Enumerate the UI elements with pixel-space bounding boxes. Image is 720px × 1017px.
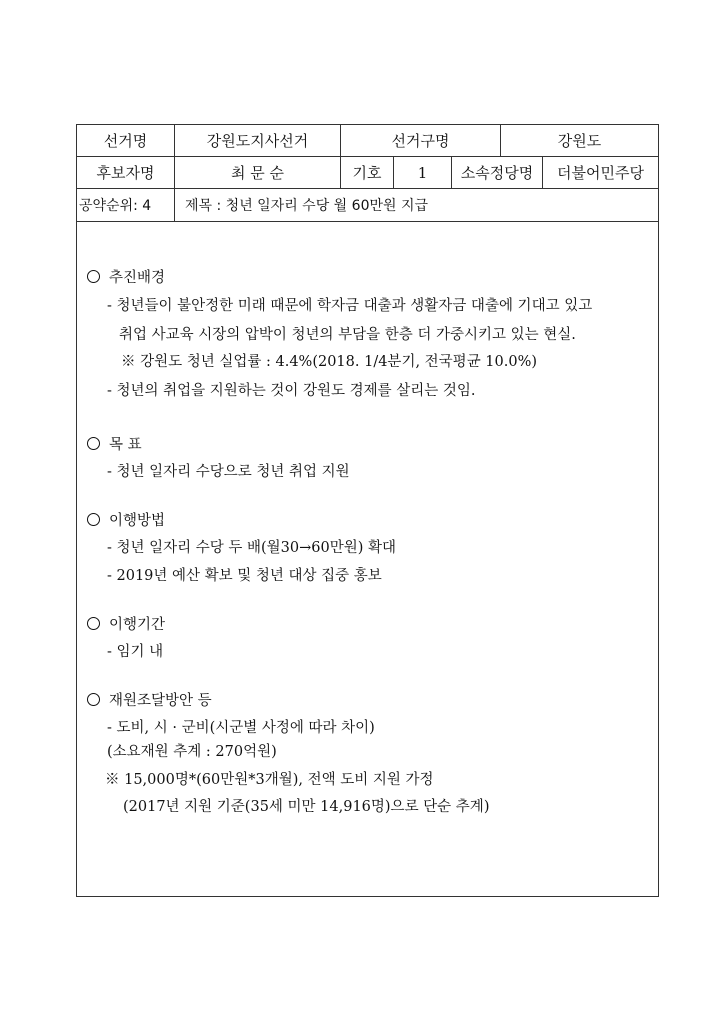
funding-line-4: (2017년 지원 기준(35세 미만 14,916명)으로 단순 추계): [123, 799, 490, 815]
party-value: 더불어민주당: [557, 164, 644, 182]
funding-line-2: (소요재원 추계 : 270억원): [107, 744, 277, 760]
circle-bullet-icon: [87, 693, 100, 706]
method-line-2: - 2019년 예산 확보 및 청년 대상 집중 홍보: [107, 568, 382, 584]
section-funding-heading: 재원조달방안 등: [87, 692, 212, 710]
number-label: 기호: [341, 157, 394, 188]
party-label: 소속정당명: [452, 157, 543, 188]
section-background-heading: 추진배경: [87, 269, 165, 287]
funding-line-1: - 도비, 시 · 군비(시군별 사정에 따라 차이): [107, 720, 375, 736]
funding-note: ※ 15,000명*(60만원*3개월), 전액 도비 지원 가정: [105, 772, 434, 788]
pledge-title: 제목 : 청년 일자리 수당 월 60만원 지급: [185, 198, 429, 214]
election-name-value: 강원도지사선거: [175, 125, 341, 156]
pledge-content: [77, 222, 658, 896]
header-row-candidate: [77, 157, 658, 189]
circle-bullet-icon: [87, 437, 100, 450]
circle-bullet-icon: [87, 617, 100, 630]
goal-line-1: - 청년 일자리 수당으로 청년 취업 지원: [107, 464, 350, 480]
background-note: ※ 강원도 청년 실업률 : 4.4%(2018. 1/4분기, 전국평균 10.0%): [121, 354, 538, 370]
candidate-value: 최 문 순: [175, 157, 341, 188]
header-row-pledge: [77, 189, 658, 222]
pledge-rank: 공약순위: 4: [77, 189, 175, 221]
background-line-1: - 청년들이 불안정한 미래 때문에 학자금 대출과 생활자금 대출에 기대고 있고: [107, 298, 593, 314]
method-line-1: - 청년 일자리 수당 두 배(월30→60만원) 확대: [107, 540, 397, 556]
section-period-heading: 이행기간: [87, 616, 165, 634]
background-line-4: - 청년의 취업을 지원하는 것이 강원도 경제를 살리는 것임.: [107, 383, 476, 399]
district-label: 선거구명: [341, 125, 501, 156]
section-method-heading: 이행방법: [87, 512, 165, 530]
period-line-1: - 임기 내: [107, 644, 164, 660]
candidate-label: 후보자명: [77, 157, 175, 188]
section-goal-heading: 목 표: [87, 436, 142, 454]
pledge-form: [76, 124, 659, 897]
circle-bullet-icon: [87, 270, 100, 283]
number-value: 1: [394, 157, 452, 188]
background-line-2: 취업 사교육 시장의 압박이 청년의 부담을 한층 더 가중시키고 있는 현실.: [119, 327, 576, 343]
district-value: 강원도: [557, 132, 602, 150]
circle-bullet-icon: [87, 513, 100, 526]
header-row-election: [77, 125, 658, 157]
election-name-label: 선거명: [77, 125, 175, 156]
